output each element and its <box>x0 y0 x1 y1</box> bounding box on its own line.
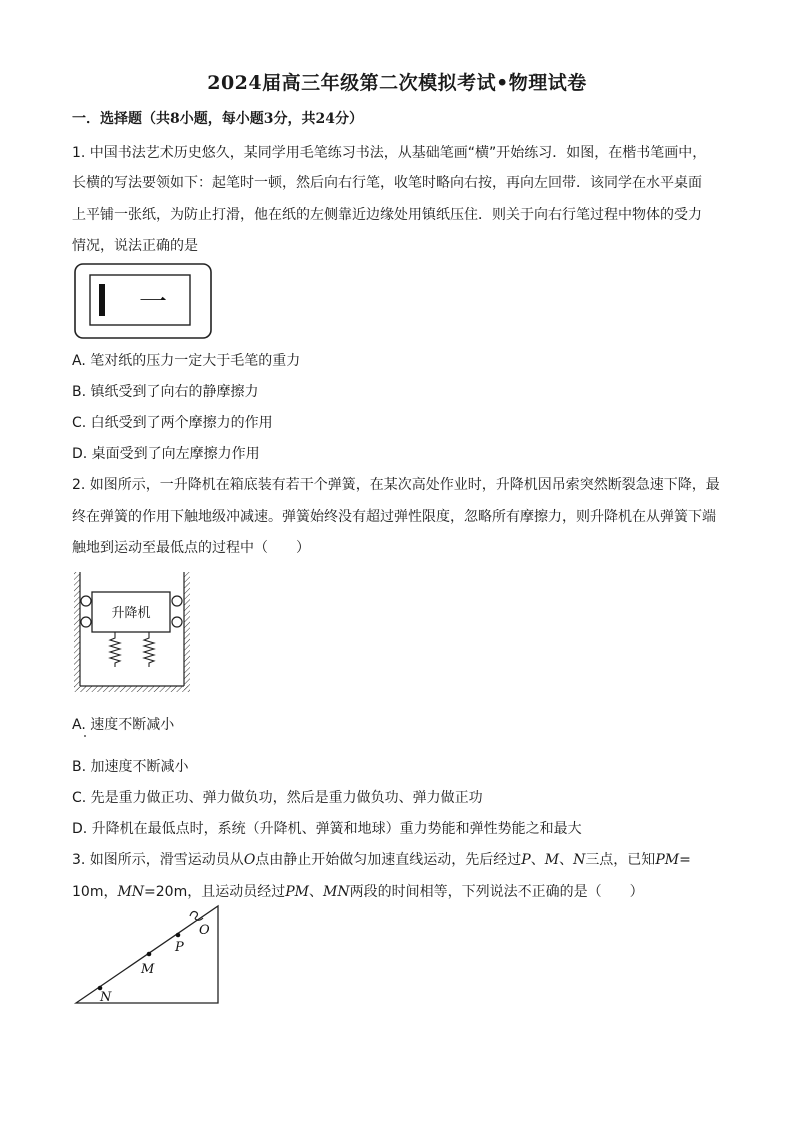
q1-option-a: A. 笔对纸的压力一定大于毛笔的重力 <box>72 353 301 369</box>
q3-figure-ski-slope <box>72 904 224 1008</box>
stray-dot <box>84 735 86 737</box>
q2-option-a: A. 速度不断减小 <box>72 717 175 733</box>
q1-line-3: 上平铺一张纸，为防止打滑，他在纸的左侧靠近边缘处用镇纸压住．则关于向右行笔过程中物体的受力 <box>72 207 702 223</box>
q2-option-c: C. 先是重力做正功、弹力做负功，然后是重力做负功、弹力做正功 <box>72 790 483 806</box>
q1-figure-char: 一 <box>138 285 168 318</box>
section-heading: 一．选择题（共8小题，每小题3分，共24分） <box>72 111 363 127</box>
q3-line-1: 3. 如图所示，滑雪运动员从O点由静止开始做匀加速直线运动，先后经过P、M、N三点，已知PM= <box>72 852 691 868</box>
q1-figure-calligraphy <box>74 263 214 341</box>
point-p <box>176 933 181 938</box>
point-m <box>147 952 152 957</box>
q2-figure-elevator <box>72 570 194 696</box>
q1-option-b: B. 镇纸受到了向右的静摩擦力 <box>72 384 259 400</box>
label-o: O <box>199 923 210 938</box>
q1-option-d: D. 桌面受到了向左摩擦力作用 <box>72 446 260 462</box>
label-p: P <box>175 940 184 955</box>
spring-right <box>144 632 154 667</box>
q1-line-2: 长横的写法要领如下：起笔时一顿，然后向右行笔，收笔时略向右按，再向左回带．该同学在水平桌面 <box>72 175 702 191</box>
elevator-label: 升降机 <box>111 606 151 621</box>
q2-option-d: D. 升降机在最低点时，系统（升降机、弹簧和地球）重力势能和弹性势能之和最大 <box>72 821 582 837</box>
q1-line-1: 1. 中国书法艺术历史悠久，某同学用毛笔练习书法，从基础笔画“横”开始练习．如图，在楷书笔画中， <box>72 145 707 161</box>
q1-option-c: C. 白纸受到了两个摩擦力的作用 <box>72 415 273 431</box>
label-m: M <box>141 962 155 977</box>
page-title: 2024届高三年级第二次模拟考试•物理试卷 <box>207 72 587 94</box>
q2-line-1: 2. 如图所示，一升降机在箱底装有若干个弹簧，在某次高处作业时，升降机因吊索突然断裂急速下降，最 <box>72 477 720 493</box>
q2-option-b: B. 加速度不断减小 <box>72 759 189 775</box>
q1-line-4: 情况，说法正确的是 <box>72 238 198 254</box>
spring-left <box>110 632 120 667</box>
skier-icon <box>190 912 203 921</box>
q3-line-2: 10m，MN=20m，且运动员经过PM、MN两段的时间相等，下列说法不正确的是（ ） <box>72 884 644 900</box>
q2-line-3: 触地到运动至最低点的过程中（ ） <box>72 540 310 556</box>
label-n: N <box>100 990 112 1005</box>
paperweight-shape <box>99 284 105 316</box>
q2-line-2: 终在弹簧的作用下触地级冲减速。弹簧始终没有超过弹性限度，忽略所有摩擦力，则升降机在从弹簧下端 <box>72 509 716 525</box>
